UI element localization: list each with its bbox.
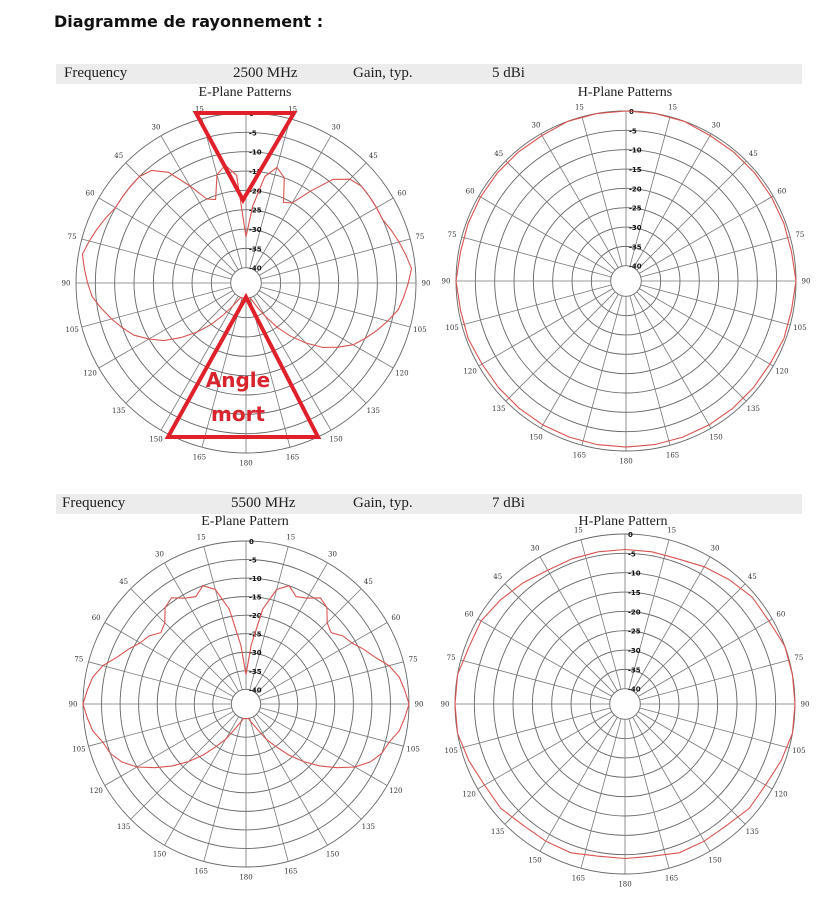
angle-tick-label: 105	[793, 324, 807, 333]
ring-tick-label: -25	[249, 206, 262, 215]
angle-tick-label: 45	[119, 578, 129, 587]
gain-label: Gain, typ.	[353, 65, 413, 81]
angle-tick-label: 15	[668, 103, 678, 112]
page-heading: Diagramme de rayonnement :	[54, 12, 324, 31]
ring-tick-label: 0	[628, 531, 633, 539]
angle-tick-label: 165	[194, 867, 208, 876]
angle-tick-label: 60	[85, 189, 95, 198]
ring-tick-label: -5	[628, 550, 636, 559]
angle-tick-label: 75	[795, 230, 805, 239]
angle-tick-label: 15	[194, 105, 204, 114]
ring-tick-label: -40	[249, 264, 262, 273]
chart-title-e-plane-2500: E-Plane Patterns	[198, 85, 292, 100]
angle-tick-label: 30	[331, 123, 341, 132]
angle-tick-label: 30	[151, 123, 161, 132]
frequency-value: 2500 MHz	[233, 65, 298, 81]
ring-tick-label: -15	[628, 589, 641, 598]
angle-tick-label: 150	[152, 850, 167, 859]
frequency-label: Frequency	[64, 65, 128, 81]
angle-tick-label: 105	[406, 745, 420, 754]
angle-tick-label: 180	[239, 873, 253, 882]
angle-tick-label: 45	[747, 573, 757, 582]
ring-tick-label: -30	[628, 647, 641, 656]
angle-tick-label: 90	[421, 279, 431, 288]
angle-tick-label: 105	[792, 747, 806, 756]
angle-tick-label: 180	[239, 459, 253, 468]
angle-tick-label: 90	[61, 279, 71, 288]
gain-label: Gain, typ.	[353, 495, 413, 511]
angle-tick-label: 105	[72, 745, 86, 754]
angle-tick-label: 75	[794, 653, 804, 662]
angle-tick-label: 75	[447, 230, 457, 239]
angle-tick-label: 165	[192, 453, 207, 462]
angle-tick-label: 75	[74, 655, 84, 664]
angle-tick-label: 105	[444, 747, 458, 756]
angle-tick-label: 15	[286, 533, 296, 542]
angle-tick-label: 165	[285, 453, 300, 462]
angle-tick-label: 135	[746, 404, 760, 413]
gain-value: 5 dBi	[492, 65, 525, 81]
angle-tick-label: 75	[446, 653, 456, 662]
angle-tick-label: 150	[528, 856, 542, 865]
angle-tick-label: 150	[709, 433, 723, 442]
angle-tick-label: 60	[91, 614, 101, 622]
ring-tick-label: -30	[249, 226, 262, 235]
angle-tick-label: 120	[463, 367, 477, 376]
angle-tick-label: 15	[573, 526, 583, 535]
angle-tick-label: 165	[284, 867, 298, 876]
angle-tick-label: 15	[574, 103, 584, 112]
ring-tick-label: 0	[629, 108, 634, 116]
chart-title-h-plane-2500: H-Plane Patterns	[577, 85, 673, 100]
angle-tick-label: 30	[711, 121, 721, 130]
ring-tick-label: -10	[249, 148, 262, 157]
ring-tick-label: -25	[629, 204, 642, 213]
chart-title-e-plane-5500: E-Plane Pattern	[201, 514, 289, 529]
angle-tick-label: 150	[529, 433, 543, 442]
ring-tick-label: -35	[249, 667, 262, 676]
angle-tick-label: 105	[65, 326, 79, 335]
ring-tick-label: -25	[249, 630, 262, 639]
ring-tick-label: -15	[249, 593, 262, 602]
angle-tick-label: 90	[801, 277, 811, 286]
angle-tick-label: 135	[492, 404, 506, 413]
ring-tick-label: -20	[629, 185, 642, 194]
ring-tick-label: -20	[249, 187, 262, 196]
angle-tick-label: 45	[494, 150, 504, 159]
angle-tick-label: 165	[572, 451, 587, 460]
angle-tick-label: 90	[414, 700, 424, 709]
angle-tick-label: 45	[368, 152, 378, 161]
angle-tick-label: 60	[391, 614, 401, 622]
angle-tick-label: 150	[329, 435, 343, 444]
angle-tick-label: 60	[777, 187, 787, 196]
ring-tick-label: -15	[629, 166, 642, 175]
angle-tick-label: 90	[440, 700, 450, 709]
angle-tick-label: 135	[366, 406, 380, 415]
angle-tick-label: 75	[67, 232, 77, 241]
frequency-value: 5500 MHz	[231, 495, 296, 511]
angle-tick-label: 75	[415, 232, 425, 241]
ring-tick-label: -20	[249, 612, 262, 621]
angle-tick-label: 45	[363, 578, 373, 587]
dead-angle-label-line1: Angle	[205, 368, 271, 392]
angle-tick-label: 150	[708, 856, 722, 865]
angle-tick-label: 45	[114, 152, 124, 161]
angle-tick-label: 120	[389, 787, 403, 795]
ring-tick-label: 0	[249, 538, 254, 546]
angle-tick-label: 120	[89, 787, 103, 795]
angle-tick-label: 165	[664, 874, 679, 883]
ring-tick-label: -20	[628, 608, 641, 617]
ring-tick-label: -10	[628, 569, 641, 578]
angle-tick-label: 75	[408, 655, 418, 664]
dead-angle-label-line2: mort	[210, 402, 266, 426]
angle-tick-label: 30	[530, 544, 540, 553]
dead-angle-triangle-top	[196, 113, 294, 200]
angle-tick-label: 105	[445, 324, 459, 333]
angle-tick-label: 150	[149, 435, 163, 444]
angle-tick-label: 105	[413, 326, 427, 335]
ring-tick-label: 0	[249, 110, 254, 118]
angle-tick-label: 90	[800, 700, 810, 709]
ring-tick-label: -40	[629, 262, 642, 271]
angle-tick-label: 165	[571, 874, 586, 883]
angle-tick-label: 30	[328, 550, 337, 559]
angle-tick-label: 120	[774, 790, 788, 799]
angle-tick-label: 15	[196, 533, 206, 542]
angle-tick-label: 15	[667, 526, 677, 535]
angle-tick-label: 60	[464, 610, 474, 619]
angle-tick-label: 15	[288, 105, 298, 114]
ring-tick-label: -10	[249, 575, 262, 584]
frequency-label: Frequency	[62, 495, 126, 511]
angle-tick-label: 90	[441, 277, 451, 286]
angle-tick-label: 60	[397, 189, 407, 198]
angle-tick-label: 60	[465, 187, 475, 196]
angle-tick-label: 60	[776, 610, 786, 619]
angle-tick-label: 150	[325, 850, 340, 859]
angle-tick-label: 30	[155, 550, 164, 559]
gain-value: 7 dBi	[492, 495, 525, 511]
angle-tick-label: 30	[531, 121, 541, 130]
angle-tick-label: 180	[619, 457, 633, 466]
angle-tick-label: 165	[665, 451, 680, 460]
angle-tick-label: 135	[491, 827, 505, 836]
angle-tick-label: 120	[462, 790, 476, 799]
angle-tick-label: 180	[618, 880, 632, 889]
angle-tick-label: 45	[748, 150, 758, 159]
ring-tick-label: -5	[249, 129, 257, 138]
angle-tick-label: 45	[493, 573, 503, 582]
ring-tick-label: -10	[629, 146, 642, 155]
ring-tick-label: -5	[629, 127, 637, 136]
chart-title-h-plane-5500: H-Plane Pattern	[578, 514, 668, 529]
angle-tick-label: 135	[745, 827, 759, 836]
angle-tick-label: 120	[83, 369, 97, 378]
ring-tick-label: -5	[249, 556, 257, 565]
angle-tick-label: 120	[775, 367, 789, 376]
ring-tick-label: -35	[628, 666, 641, 675]
ring-tick-label: -35	[629, 243, 642, 252]
angle-tick-label: 135	[116, 822, 131, 831]
ring-tick-label: -25	[628, 627, 641, 636]
angle-tick-label: 135	[361, 822, 376, 831]
angle-tick-label: 30	[710, 544, 720, 553]
ring-tick-label: -15	[249, 168, 262, 177]
angle-tick-label: 135	[112, 406, 126, 415]
ring-tick-label: -40	[249, 686, 262, 695]
ring-tick-label: -35	[249, 245, 262, 254]
ring-tick-label: -30	[249, 649, 262, 658]
angle-tick-label: 120	[395, 369, 409, 378]
ring-tick-label: -30	[629, 224, 642, 233]
ring-tick-label: -40	[628, 685, 641, 694]
angle-tick-label: 90	[68, 700, 78, 709]
